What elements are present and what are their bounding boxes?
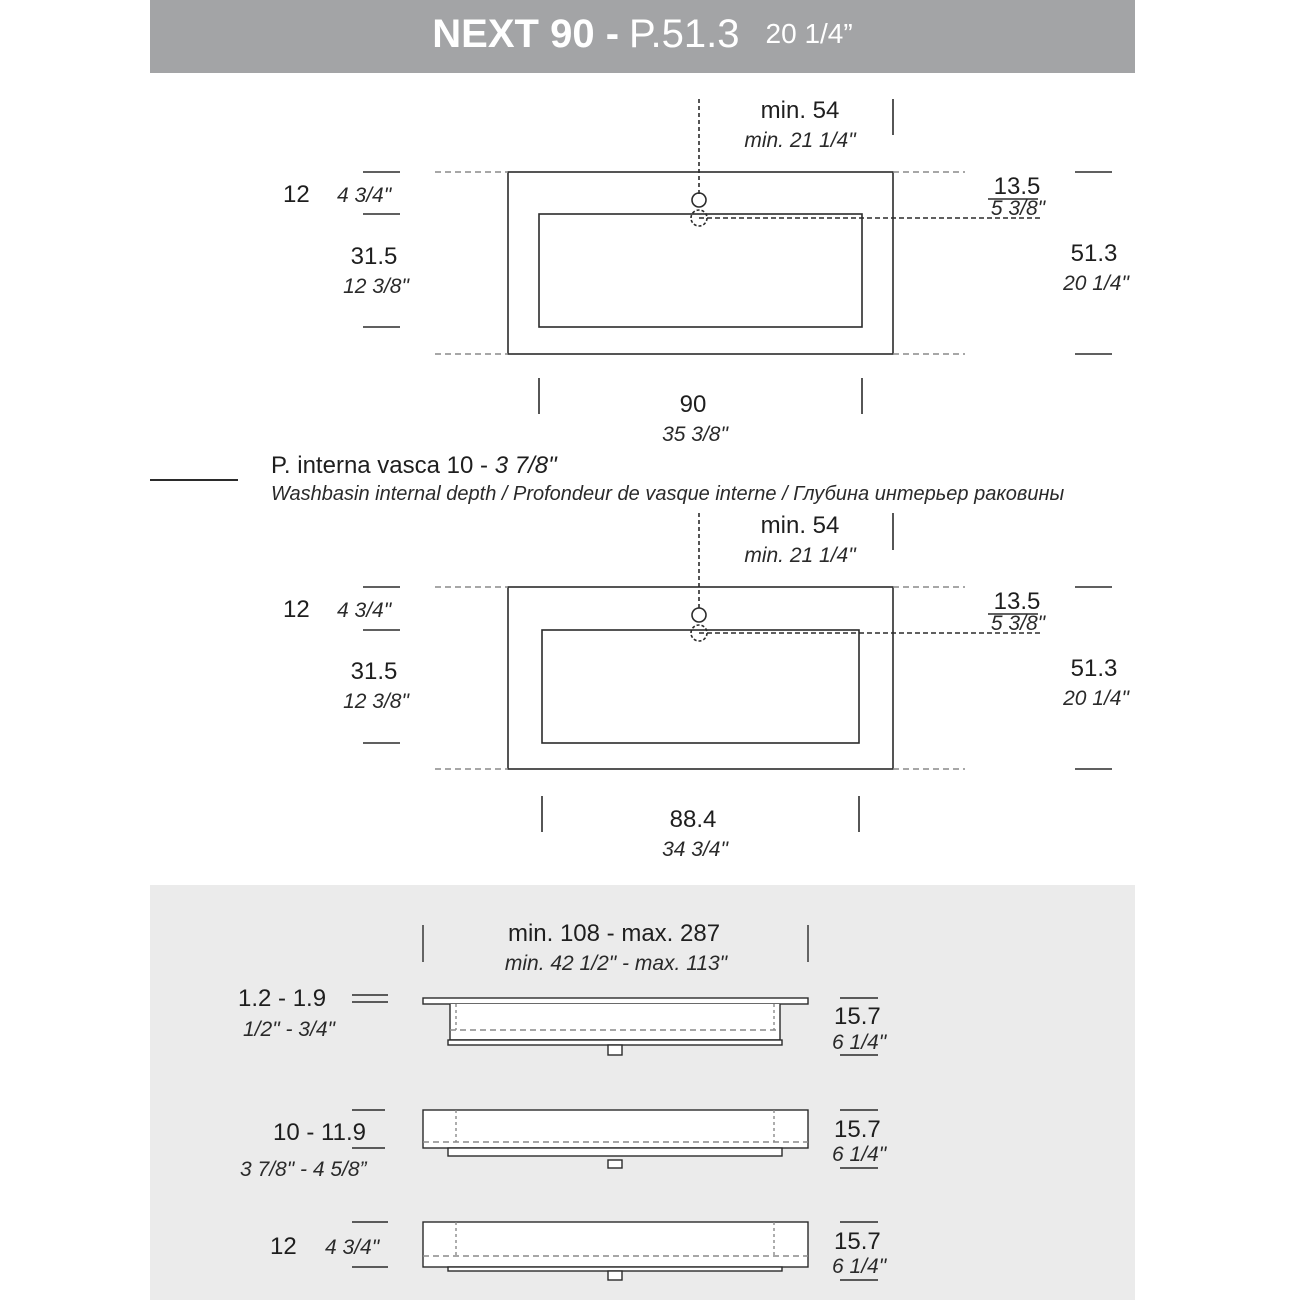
height-label: 15.7 xyxy=(834,1116,881,1143)
total-depth-inches: 20 1/4" xyxy=(1063,272,1129,295)
front-depth-label: 12 xyxy=(283,596,310,623)
total-depth-inches: 20 1/4" xyxy=(1063,687,1129,710)
tap-min-label: min. 54 xyxy=(760,512,840,539)
thickness-inches: 3 7/8" - 4 5/8” xyxy=(240,1158,367,1181)
height-inches: 6 1/4" xyxy=(832,1143,887,1166)
basin-bottom xyxy=(448,1040,782,1045)
total-depth-label: 51.3 xyxy=(1070,240,1118,267)
top-view-2 xyxy=(363,513,1112,832)
height-inches: 6 1/4" xyxy=(832,1255,887,1278)
hole-offset-inches: 5 3/8" xyxy=(990,197,1046,220)
countertop xyxy=(423,998,808,1004)
washbasin-outline xyxy=(508,587,893,769)
side-view-full-top xyxy=(352,1222,878,1280)
basin-body xyxy=(450,1004,780,1040)
model-name: NEXT 90 - xyxy=(432,11,620,56)
length-label: min. 108 - max. 287 xyxy=(507,920,721,947)
tap-hole xyxy=(692,608,706,622)
internal-depth-inches: 3 7/8" xyxy=(494,452,557,479)
length-inches: min. 42 1/2" - max. 113" xyxy=(504,952,728,975)
depth-code: P.51.3 xyxy=(629,11,740,56)
tap-min-inches: min. 21 1/4" xyxy=(744,129,856,152)
tap-min-inches: min. 21 1/4" xyxy=(744,544,856,567)
height-label: 15.7 xyxy=(834,1228,881,1255)
basin-depth-inches: 12 3/8" xyxy=(343,690,409,713)
thickness-label: 12 xyxy=(270,1233,297,1260)
total-depth-label: 51.3 xyxy=(1070,655,1118,682)
depth-inches: 20 1/4” xyxy=(765,18,853,49)
side-view-thin-top xyxy=(352,995,878,1055)
basin-depth-inches: 12 3/8" xyxy=(343,275,409,298)
front-depth-label: 12 xyxy=(283,181,310,208)
basin-width-inches: 35 3/8" xyxy=(662,423,728,446)
countertop xyxy=(423,1222,808,1267)
side-views xyxy=(352,925,878,1280)
hole-offset-inches: 5 3/8" xyxy=(990,612,1046,635)
tap-min-label: min. 54 xyxy=(760,97,840,124)
drain xyxy=(608,1160,622,1168)
basin-depth-label: 31.5 xyxy=(350,243,398,270)
basin-width-label: 88.4 xyxy=(669,806,717,833)
bowl-outline xyxy=(542,630,859,743)
front-depth-inches: 4 3/4" xyxy=(337,599,392,622)
internal-depth-subtitle: Washbasin internal depth / Profondeur de vasque interne / Глубина интерьер раковины xyxy=(271,483,1065,505)
front-depth-inches: 4 3/4" xyxy=(337,184,392,207)
height-label: 15.7 xyxy=(834,1003,881,1030)
drain xyxy=(608,1271,622,1280)
thickness-label: 1.2 - 1.9 xyxy=(238,985,327,1012)
basin-width-inches: 34 3/4" xyxy=(662,838,728,861)
internal-depth-label: P. interna vasca 10 - xyxy=(271,452,489,479)
basin-bottom xyxy=(448,1148,782,1156)
thickness-label: 10 - 11.9 xyxy=(273,1119,366,1146)
drain xyxy=(608,1045,622,1055)
tap-hole xyxy=(692,193,706,207)
basin-depth-label: 31.5 xyxy=(350,658,398,685)
top-view-1 xyxy=(363,99,1112,414)
thickness-inches: 4 3/4" xyxy=(325,1236,380,1259)
hole-offset-label: 13.5 xyxy=(993,588,1041,615)
bowl-outline xyxy=(539,214,862,327)
basin-width-label: 90 xyxy=(679,391,707,418)
hole-offset-label: 13.5 xyxy=(993,173,1041,200)
height-inches: 6 1/4" xyxy=(832,1031,887,1054)
side-view-thick-top xyxy=(352,1110,878,1168)
internal-depth-title xyxy=(271,452,557,480)
thickness-inches: 1/2" - 3/4" xyxy=(243,1018,335,1041)
